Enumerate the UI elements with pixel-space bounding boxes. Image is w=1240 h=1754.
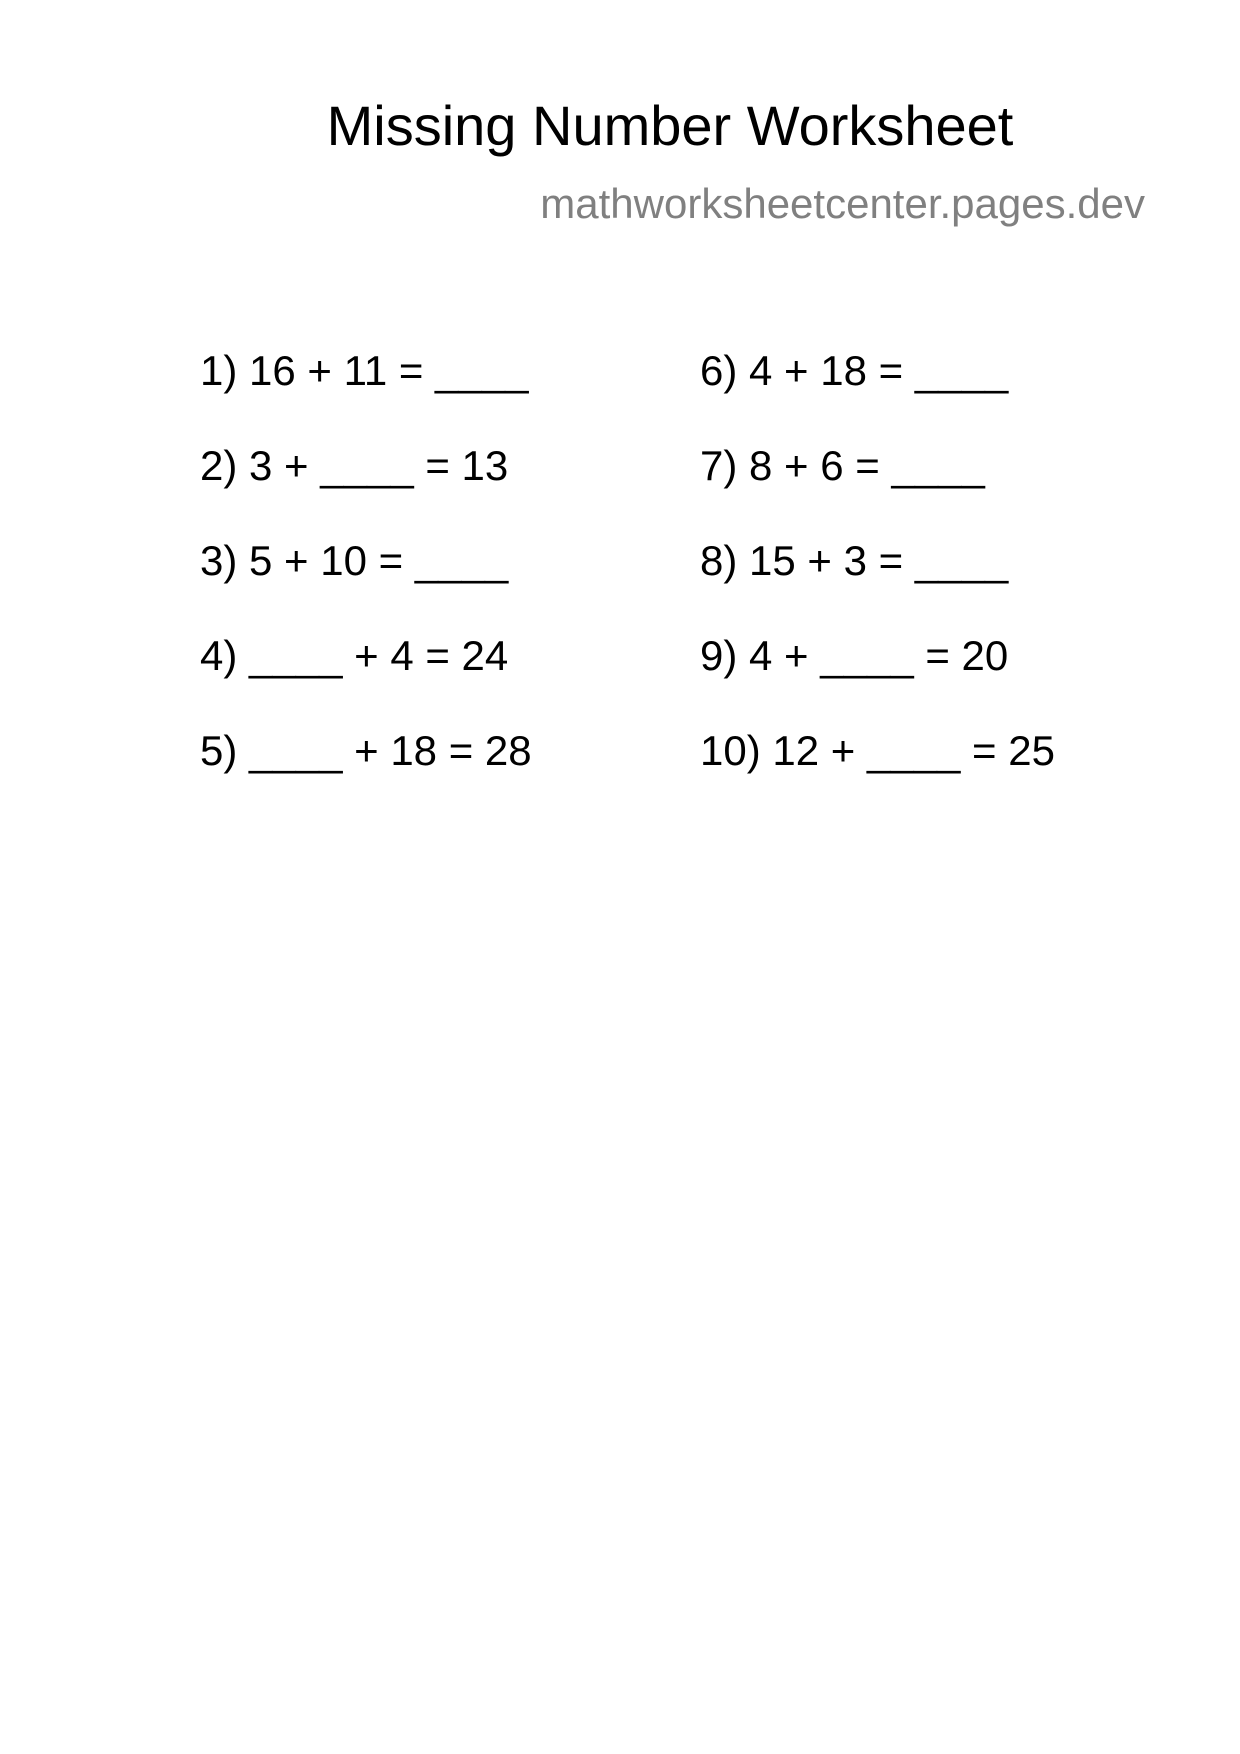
problem-1: 1) 16 + 11 = ____ xyxy=(200,347,529,394)
page-title: Missing Number Worksheet xyxy=(326,94,1014,157)
problem-10: 10) 12 + ____ = 25 xyxy=(700,727,1055,774)
problem-4: 4) ____ + 4 = 24 xyxy=(200,632,509,679)
problem-8: 8) 15 + 3 = ____ xyxy=(700,537,1009,584)
problem-7: 7) 8 + 6 = ____ xyxy=(700,442,985,489)
site-url: mathworksheetcenter.pages.dev xyxy=(540,180,1145,227)
problem-9: 9) 4 + ____ = 20 xyxy=(700,632,1009,679)
problem-3: 3) 5 + 10 = ____ xyxy=(200,537,509,584)
problem-list xyxy=(0,347,1240,800)
problem-5: 5) ____ + 18 = 28 xyxy=(200,727,532,774)
problem-6: 6) 4 + 18 = ____ xyxy=(700,347,1009,394)
problem-2: 2) 3 + ____ = 13 xyxy=(200,442,509,489)
